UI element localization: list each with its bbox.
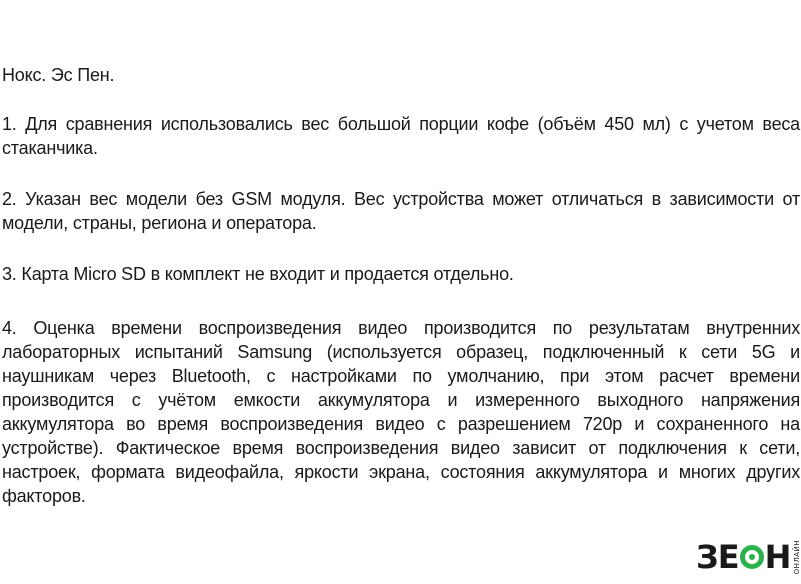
footnote-4: 4. Оценка времени воспроизведения видео производится по результатам внутренних лабораторных испытаний Samsung (используется образец, подключенный к сети 5G и наушникам через Bluetooth, с настройками по умолчанию, при этом расчет времени производится с учётом емкости аккумулятора и измеренного выходного напряжения аккумулятора во время воспроизведения видео с разрешением 720p и сохраненного на устройстве). Фактическое время воспроизведения видео зависит от подключения к сети, настроек, формата видеофайла, яркости экрана, состояния аккумулятора и многих других факторов.	[2, 318, 800, 506]
intro-text: Нокс. Эс Пен.	[2, 65, 115, 85]
logo-subtext: ОНЛАЙН	[793, 539, 801, 575]
footnote-3: 3. Карта Micro SD в комплект не входит и продается отдельно.	[2, 264, 514, 284]
logo-o-icon	[740, 545, 764, 569]
logo-text-left: ЗЕ	[696, 538, 739, 576]
logo-wordmark	[696, 540, 790, 574]
logo-text-right: Н	[764, 538, 791, 576]
footnote-1: 1. Для сравнения использовались вес большой порции кофе (объём 450 мл) с учетом веса стаканчика.	[2, 114, 800, 158]
zeon-logo	[696, 540, 801, 574]
footnote-2: 2. Указан вес модели без GSM модуля. Вес устройства может отличаться в зависимости от модели, страны, региона и оператора.	[2, 189, 800, 233]
